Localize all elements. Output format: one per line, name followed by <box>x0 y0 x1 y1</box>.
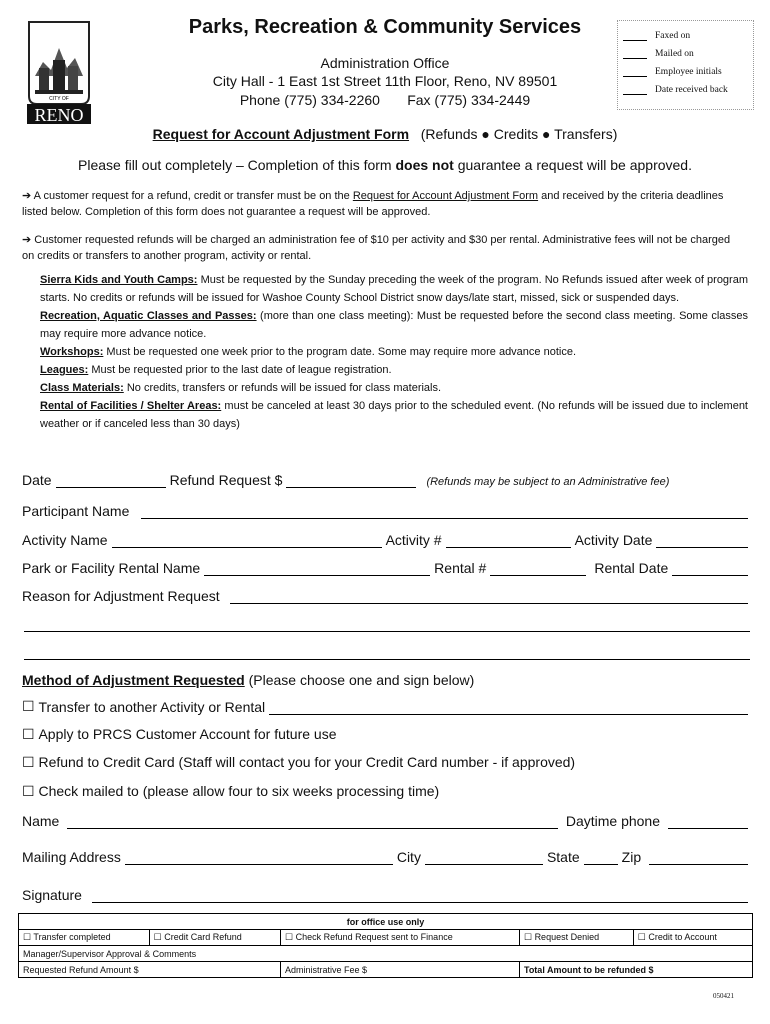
office-tracking-box <box>617 20 754 110</box>
reason-line[interactable] <box>24 659 750 660</box>
form-number: 050421 <box>713 992 734 1000</box>
participant-row: Participant Name <box>22 503 752 519</box>
form-title <box>0 126 770 142</box>
mailing-address-field[interactable] <box>125 850 393 865</box>
approval-cell[interactable]: Manager/Supervisor Approval & Comments <box>19 946 753 962</box>
method-option[interactable]: ☐ Check mailed to (please allow four to six weeks processing time) <box>22 783 440 799</box>
zip-field[interactable] <box>649 850 748 865</box>
refund-note: (Refunds may be subject to an Administrative fee) <box>426 476 670 488</box>
office-check[interactable]: ☐ Transfer completed <box>19 930 150 946</box>
office-phone: Phone (775) 334-2260 <box>239 92 380 108</box>
activity-date-field[interactable] <box>656 533 748 548</box>
logo-name: RENO <box>34 105 84 125</box>
bullet-item: ➔ Customer requested refunds will be charged an administration fee of $10 per activity and $30 per rental. Administrative fees will not be charged on credits or transfers to another program, activity or rental. <box>22 234 731 262</box>
office-row: Employee initials <box>623 67 722 77</box>
total-amount-cell[interactable]: Total Amount to be refunded $ <box>519 962 752 978</box>
office-address: City Hall - 1 East 1st Street 11th Floor, Reno, NV 89501 <box>212 73 558 89</box>
arrow-right-icon: ➔ <box>22 234 32 246</box>
rental-name-field[interactable] <box>204 561 430 576</box>
policy-item: Workshops: Must be requested one week prior to the program date. Some may require more advance notice. <box>40 346 576 358</box>
daytime-phone-field[interactable] <box>668 814 748 829</box>
date-field[interactable] <box>56 473 166 488</box>
rental-date-field[interactable] <box>672 561 748 576</box>
office-check[interactable]: ☐ Check Refund Request sent to Finance <box>281 930 520 946</box>
office-use-table <box>18 913 753 978</box>
office-fax: Fax (775) 334-2449 <box>407 92 531 108</box>
signature-row: Signature <box>22 887 752 903</box>
policy-item: Class Materials: No credits, transfers or refunds will be issued for class materials. <box>40 382 442 394</box>
rental-row: Park or Facility Rental Name Rental # Rental Date <box>22 560 752 576</box>
policy-item: Sierra Kids and Youth Camps: Must be requested by the Sunday preceding the week of the program. No Refunds issued after week of program starts. No credits or refunds will be issued for Washoe County School District snow days/late start, missed, sick or suspended days. <box>40 274 748 304</box>
office-phone-fax <box>140 92 630 108</box>
rental-number-field[interactable] <box>490 561 586 576</box>
office-row: Mailed on <box>623 49 694 59</box>
refund-amount-field[interactable] <box>286 473 416 488</box>
bullet-item: ➔ A customer request for a refund, credit or transfer must be on the Request for Account Adjustment Form and received by the criteria deadlines listed below. Completion of this form does not guarantee a request will be approved. <box>22 190 724 218</box>
office-check[interactable]: ☐ Credit to Account <box>633 930 752 946</box>
method-heading: Method of Adjustment Requested (Please choose one and sign below) <box>22 672 475 688</box>
office-name: Administration Office <box>320 55 450 71</box>
activity-row: Activity Name Activity # Activity Date <box>22 532 752 548</box>
transfer-details-field[interactable] <box>269 700 748 715</box>
form-title-sub: (Refunds ● Credits ● Transfers) <box>420 126 618 142</box>
method-option[interactable]: ☐ Refund to Credit Card (Staff will contact you for your Credit Card number - if approved) <box>22 754 576 770</box>
checkbox-icon[interactable]: ☐ <box>22 783 35 799</box>
signature-field[interactable] <box>92 888 748 903</box>
form-title-main: Request for Account Adjustment Form <box>152 126 410 142</box>
requested-amount-cell[interactable]: Requested Refund Amount $ <box>19 962 281 978</box>
office-use-title: for office use only <box>19 914 753 930</box>
instruction-line: Please fill out completely – Completion of this form does not guarantee a request will be approved. <box>78 157 692 173</box>
reason-line[interactable] <box>24 631 750 632</box>
participant-name-field[interactable] <box>141 504 748 519</box>
arrow-right-icon: ➔ <box>22 190 32 202</box>
policy-item: Leagues: Must be requested prior to the last date of league registration. <box>40 364 392 376</box>
name-row: Name Daytime phone <box>22 813 752 829</box>
agency-title: Parks, Recreation & Community Services <box>188 16 582 38</box>
checkbox-icon[interactable]: ☐ <box>22 754 35 770</box>
policy-item: Recreation, Aquatic Classes and Passes: (more than one class meeting): Must be requested before the second class meeting. Some classes may require more advance notice. <box>40 310 749 340</box>
reason-field[interactable] <box>230 589 748 604</box>
state-field[interactable] <box>584 850 618 865</box>
policy-item: Rental of Facilities / Shelter Areas: must be canceled at least 30 days prior to the scheduled event. (No refunds will be issued due to inclement weather or if canceled less than 30 days) <box>40 400 748 430</box>
method-option[interactable]: ☐ Transfer to another Activity or Rental <box>22 698 752 715</box>
date-refund-row: Date Refund Request $ (Refunds may be subject to an Administrative fee) <box>22 472 670 488</box>
office-row: Date received back <box>623 85 728 95</box>
office-check[interactable]: ☐ Request Denied <box>519 930 633 946</box>
admin-fee-cell[interactable]: Administrative Fee $ <box>281 962 520 978</box>
name-field[interactable] <box>67 814 557 829</box>
activity-name-field[interactable] <box>112 533 382 548</box>
checkbox-icon[interactable]: ☐ <box>22 698 35 714</box>
logo-small-text: CITY OF <box>49 96 69 102</box>
activity-number-field[interactable] <box>446 533 571 548</box>
checkbox-icon[interactable]: ☐ <box>22 726 35 742</box>
office-row: Faxed on <box>623 31 690 41</box>
reason-row: Reason for Adjustment Request <box>22 588 752 604</box>
method-option[interactable]: ☐ Apply to PRCS Customer Account for future use <box>22 726 337 742</box>
policy-list <box>40 271 748 433</box>
address-row: Mailing Address City State Zip <box>22 849 752 865</box>
city-field[interactable] <box>425 850 543 865</box>
office-check[interactable]: ☐ Credit Card Refund <box>149 930 280 946</box>
